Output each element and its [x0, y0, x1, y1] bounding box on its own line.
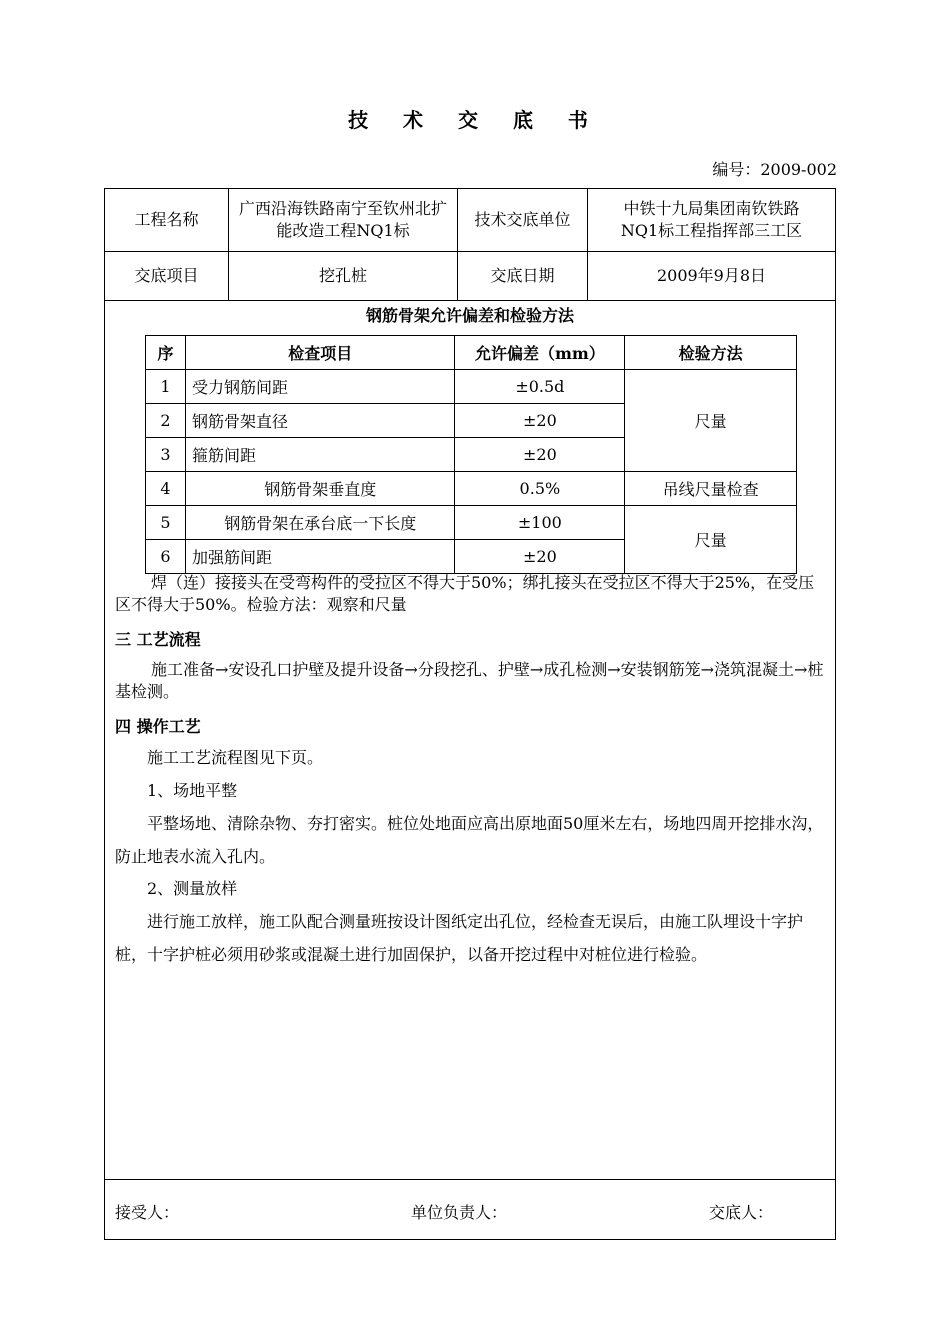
receiver-signature: 接受人：: [115, 1203, 180, 1222]
weld-note: 焊（连）接接头在受弯构件的受拉区不得大于50%；绑扎接头在受拉区不得大于25%，在受压区不得大于50%。检验方法：观察和尺量: [115, 573, 815, 614]
row-tolerance: ±100: [455, 506, 625, 540]
row-tolerance: 0.5%: [455, 472, 625, 506]
row-tolerance: ±0.5d: [455, 370, 625, 404]
item-label: 交底项目: [105, 251, 229, 300]
section4-intro: 施工工艺流程图见下页。: [147, 748, 324, 767]
row-no: 2: [146, 404, 186, 438]
unit-value: 中铁十九局集团南钦铁路NQ1标工程指挥部三工区: [620, 199, 803, 240]
date-value: 2009年9月8日: [656, 265, 767, 285]
row-item: 受力钢筋间距: [185, 370, 455, 404]
subsection2-title: 2、测量放样: [147, 879, 238, 898]
row-no: 5: [146, 506, 186, 540]
subsection1-text: 平整场地、清除杂物、夯打密实。桩位处地面应高出原地面50厘米左右，场地四周开挖排水沟，防止地表水流入孔内。: [115, 814, 824, 866]
project-name-value: 广西沿海铁路南宁至钦州北扩能改造工程NQ1标: [229, 189, 458, 251]
section3-text: 施工准备→安设孔口护壁及提升设备→分段挖孔、护壁→成孔检测→安装钢筋笼→浇筑混凝土→桩基检测。: [115, 660, 824, 701]
row-tolerance: ±20: [455, 540, 625, 574]
presenter-signature: 交底人：: [709, 1203, 774, 1222]
row-no: 6: [146, 540, 186, 574]
table-header-row: [146, 336, 797, 370]
header-row-1: [105, 189, 835, 252]
date-label: 交底日期: [458, 251, 588, 300]
document-number: 编号：2009-002: [712, 160, 837, 179]
row-no: 4: [146, 472, 186, 506]
row-tolerance: ±20: [455, 438, 625, 472]
row-item: 钢筋骨架直径: [185, 404, 455, 438]
project-name-label: 工程名称: [105, 189, 229, 251]
table-row: [146, 506, 797, 540]
section3-heading: 三 工艺流程: [115, 630, 201, 649]
col-header-item: 检查项目: [185, 336, 455, 370]
row-method: 吊线尺量检查: [625, 472, 797, 506]
unit-label: 技术交底单位: [458, 189, 588, 251]
signature-footer: [105, 1179, 835, 1240]
row-no: 3: [146, 438, 186, 472]
subsection2-text: 进行施工放样，施工队配合测量班按设计图纸定出孔位，经检查无误后，由施工队埋设十字护桩，十字护桩必须用砂浆或混凝土进行加固保护，以备开挖过程中对桩位进行检验。: [115, 912, 804, 964]
document-title: 技 术 交 底 书: [348, 108, 602, 132]
col-header-no: 序: [146, 336, 186, 370]
subsection1-title: 1、场地平整: [147, 781, 238, 800]
row-item: 箍筋间距: [185, 438, 455, 472]
row-no: 1: [146, 370, 186, 404]
table-row: [146, 472, 797, 506]
item-value: 挖孔桩: [229, 251, 458, 300]
row-method: 尺量: [625, 370, 797, 472]
col-header-tolerance: 允许偏差（mm）: [455, 336, 625, 370]
table-row: [146, 370, 797, 404]
unit-head-signature: 单位负责人：: [411, 1203, 508, 1222]
row-item: 钢筋骨架垂直度: [185, 472, 455, 506]
section4-heading: 四 操作工艺: [115, 717, 201, 736]
document-frame: [104, 188, 836, 1240]
row-item: 钢筋骨架在承台底一下长度: [185, 506, 455, 540]
row-item: 加强筋间距: [185, 540, 455, 574]
row-method: 尺量: [625, 506, 797, 574]
row-tolerance: ±20: [455, 404, 625, 438]
header-row-2: [105, 251, 835, 301]
spec-table: [145, 335, 797, 574]
spec-table-title: 钢筋骨架允许偏差和检验方法: [365, 306, 574, 325]
col-header-method: 检验方法: [625, 336, 797, 370]
